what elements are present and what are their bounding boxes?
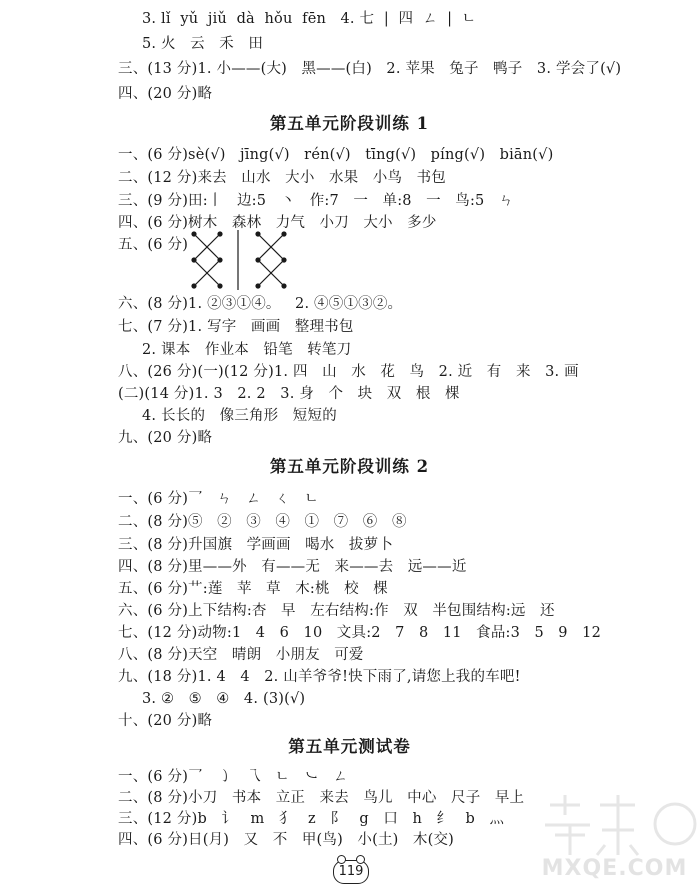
answer-line: 3. lǐ yǔ jiǔ dà hǒu fēn 4. 七 | 四 ㄥ | ㄴ — [142, 11, 477, 27]
answer-line: 三、(13 分)1. 小——(大) 黑——(白) 2. 苹果 兔子 鸭子 3. 学会了(√) — [118, 61, 622, 77]
answer-line: 5. 火 云 禾 田 — [142, 36, 264, 52]
answer-line: 九、(18 分)1. 4 4 2. 山羊爷爷!快下雨了,请您上我的车吧! — [118, 669, 521, 685]
answer-line: 四、(8 分)里——外 有——无 来——去 远——近 — [118, 559, 467, 575]
answer-line: 九、(20 分)略 — [118, 430, 213, 446]
answer-line: 五、(6 分) — [118, 237, 189, 253]
match-dot — [256, 232, 260, 236]
answer-line: 四、(6 分)树木 森林 力气 小刀 大小 多少 — [118, 215, 437, 231]
match-dot — [218, 232, 222, 236]
section-title: 第五单元测试卷 — [288, 737, 411, 756]
answer-line: 三、(12 分)b 讠 m 犭 z 阝 g 口 h 纟 b 灬 — [118, 811, 505, 827]
answer-line: 二、(8 分)小刀 书本 立正 来去 鸟儿 中心 尺子 早上 — [118, 790, 525, 806]
answer-line: 七、(12 分)动物:1 4 6 10 文具:2 7 8 11 食品:3 5 9 12 — [118, 625, 602, 641]
match-dot — [256, 284, 260, 288]
section-title: 第五单元阶段训练 2 — [269, 457, 430, 476]
answer-line: 四、(6 分)日(月) 又 不 甲(鸟) 小(土) 木(交) — [118, 832, 455, 848]
answer-line: 2. 课本 作业本 铅笔 转笔刀 — [142, 342, 352, 358]
answer-line: 一、(6 分)乛 ㇁ 乁 ㄴ ㇃ ㄥ — [118, 769, 348, 785]
answer-line: 六、(8 分)1. ②③①④。 2. ④⑤①③②。 — [118, 296, 403, 312]
answer-line: 三、(8 分)升国旗 学画画 喝水 拔萝卜 — [118, 537, 394, 553]
answer-line: 二、(12 分)来去 山水 大小 水果 小鸟 书包 — [118, 170, 447, 186]
match-dot — [192, 258, 196, 262]
answer-line: 六、(6 分)上下结构:杏 早 左右结构:作 双 半包围结构:远 还 — [118, 603, 555, 619]
answer-line: (二)(14 分)1. 3 2. 2 3. 身 个 块 双 根 棵 — [118, 386, 460, 402]
match-dot — [256, 258, 260, 262]
answer-line: 4. 长长的 像三角形 短短的 — [142, 408, 337, 424]
answer-line: 三、(9 分)田:丨 边:5 丶 作:7 一 单:8 一 鸟:5 ㄣ — [118, 193, 514, 209]
answer-line: 二、(8 分)⑤ ② ③ ④ ① ⑦ ⑥ ⑧ — [118, 514, 407, 530]
match-dot — [218, 258, 222, 262]
match-dot — [282, 232, 286, 236]
answer-line: 七、(7 分)1. 写字 画画 整理书包 — [118, 319, 354, 335]
match-dot — [282, 284, 286, 288]
section-title: 第五单元阶段训练 1 — [269, 114, 430, 133]
match-dot — [192, 232, 196, 236]
answer-line: 一、(6 分)乛 ㄣ ㄥ ㄑ ㄴ — [118, 491, 319, 507]
answer-line: 3. ② ⑤ ④ 4. (3)(√) — [142, 691, 306, 707]
answer-line: 十、(20 分)略 — [118, 713, 213, 729]
match-dot — [282, 258, 286, 262]
answer-line: 八、(26 分)(一)(12 分)1. 四 山 水 花 鸟 2. 近 有 来 3. 画 — [118, 364, 579, 380]
watermark-text: MXQE.COM — [541, 856, 688, 881]
page-number: 119 — [333, 860, 369, 884]
answer-line: 五、(6 分)艹:莲 苹 草 木:桃 校 棵 — [118, 581, 388, 597]
matching-lines-diagram — [186, 230, 296, 292]
match-dot — [218, 284, 222, 288]
answer-line: 四、(20 分)略 — [118, 86, 213, 102]
answer-circle-watermark-icon — [530, 790, 699, 892]
answer-line: 八、(8 分)天空 晴朗 小朋友 可爱 — [118, 647, 364, 663]
answer-line: 一、(6 分)sè(√) jīng(√) rén(√) tīng(√) píng(√) biān(√) — [118, 147, 554, 163]
match-dot — [192, 284, 196, 288]
